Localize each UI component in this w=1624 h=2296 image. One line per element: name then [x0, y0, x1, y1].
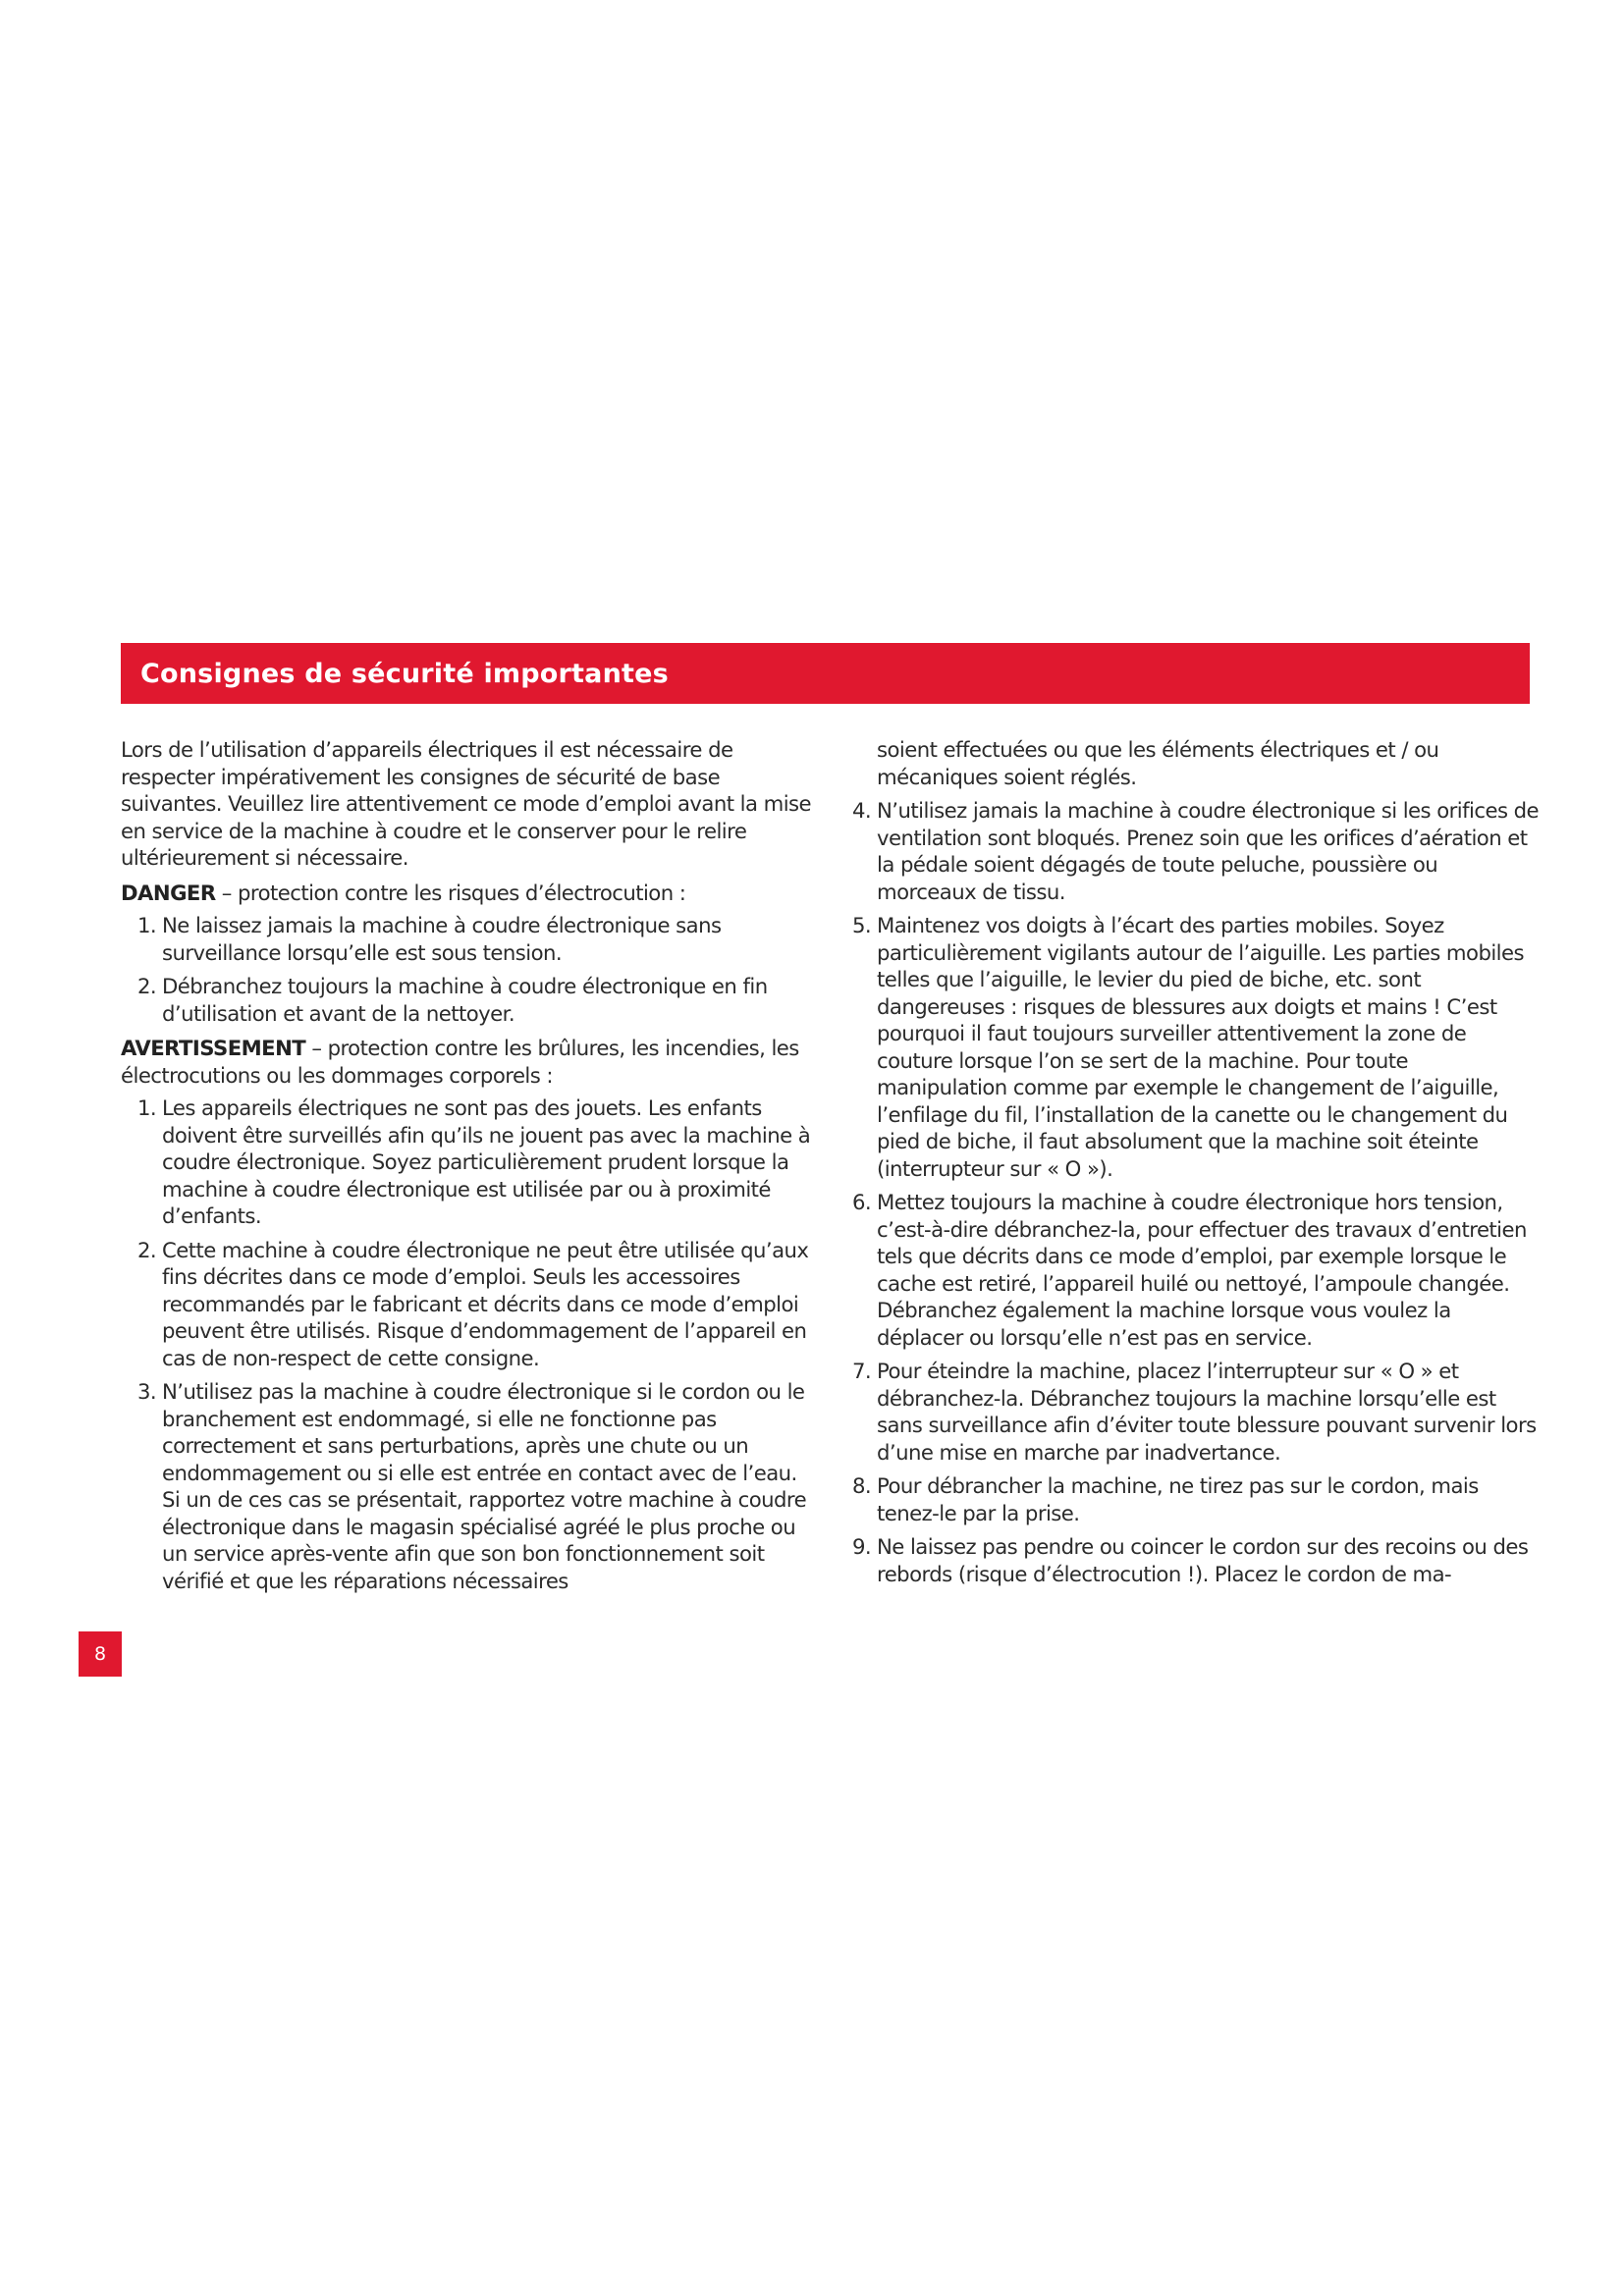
warning-list-continued: [852, 797, 1540, 1587]
item-text: Pour débrancher la machine, ne tirez pas sur le cordon, mais tenez-le par la prise.: [877, 1473, 1479, 1525]
list-item: [852, 1472, 1540, 1526]
item-text: Ne laissez jamais la machine à coudre électronique sans surveillance lorsqu’elle est sous tension.: [162, 913, 722, 965]
left-column: [121, 736, 818, 1602]
item-number: 3.: [137, 1379, 157, 1404]
list-item: [121, 912, 818, 966]
danger-list: [121, 912, 818, 1027]
warning-list: [121, 1095, 818, 1594]
list-item: [852, 1189, 1540, 1351]
list-item: [852, 1358, 1540, 1466]
item-number: 8.: [852, 1473, 872, 1498]
item-number: 1.: [137, 913, 157, 937]
danger-heading: [121, 880, 818, 907]
danger-text: – protection contre les risques d’électrocution :: [215, 880, 686, 905]
list-item: [121, 1095, 818, 1230]
list-item: [852, 797, 1540, 905]
list-item: [852, 912, 1540, 1182]
item-text: Cette machine à coudre électronique ne peut être utilisée qu’aux fins décrites dans ce mode d’emploi. Seuls les accessoires recommandés par le fabricant et décrits dans ce mode d’emploi peuvent être utilisés. Risque d’endommagement de l’appareil en cas de non-respect de cette consigne.: [162, 1237, 809, 1370]
item-text: N’utilisez jamais la machine à coudre électronique si les orifices de ventilation sont bloqués. Prenez soin que les orifices d’aération et la pédale soient dégagés de toute peluche, poussière ou morceaux de tissu.: [877, 798, 1540, 904]
item-number: 4.: [852, 798, 872, 823]
list-item: [852, 1533, 1540, 1587]
section-banner: [121, 643, 1530, 704]
warning-text: – protection contre les brûlures, les incendies, les électrocutions ou les dommages corporels :: [121, 1036, 799, 1088]
section-title: Consignes de sécurité importantes: [140, 658, 669, 689]
item-text: Maintenez vos doigts à l’écart des parties mobiles. Soyez particulièrement vigilants autour de l’aiguille. Les parties mobiles telles que l’aiguille, le levier du pied de biche, etc. sont dangereuses : risques de blessures aux doigts et mains ! C’est pourquoi il faut toujours surveiller attentivement la zone de couture lorsque l’on se sert de la machine. Pour toute manipulation comme par exemple le changement de l’aiguille, l’enfilage du fil, l’installation de la canette ou le changement du pied de biche, il faut absolument que la machine soit éteinte (interrupteur sur « O »).: [877, 913, 1524, 1181]
item-number: 2.: [137, 1237, 157, 1262]
item-text: N’utilisez pas la machine à coudre électronique si le cordon ou le branchement est endommagé, si elle ne fonctionne pas correctement et sans perturbations, après une chute ou un endommagement ou si elle est entrée en contact avec de l’eau. Si un de ces cas se présentait, rapportez votre machine à coudre électronique dans le magasin spécialisé agréé le plus proche ou un service après-vente afin que son bon fonctionnement soit vérifié et que les réparations nécessaires: [162, 1379, 807, 1593]
list-item: [121, 1378, 818, 1594]
continuation-text: soient effectuées ou que les éléments électriques et / ou mécaniques soient réglés.: [877, 737, 1439, 789]
page-number: 8: [93, 1643, 107, 1665]
item-number: 1.: [137, 1095, 157, 1120]
item-text: Mettez toujours la machine à coudre électronique hors tension, c’est-à-dire débranchez-la, pour effectuer des travaux d’entretien tels que décrits dans ce mode d’emploi, par exemple lorsque le cache est retiré, l’appareil huilé ou nettoyé, l’ampoule changée. Débranchez également la machine lorsque vous voulez la déplacer ou lorsqu’elle n’est pas en service.: [877, 1190, 1527, 1350]
item-text: Débranchez toujours la machine à coudre électronique en fin d’utilisation et avant de la nettoyer.: [162, 974, 768, 1026]
danger-label: DANGER: [121, 880, 216, 905]
intro-paragraph: Lors de l’utilisation d’appareils électriques il est nécessaire de respecter impérativement les consignes de sécurité de base suivantes. Veuillez lire attentivement ce mode d’emploi avant la mise en service de la machine à coudre et le conserver pour le relire ultérieurement si nécessaire.: [121, 737, 812, 870]
list-item: [121, 1237, 818, 1372]
item-number: 6.: [852, 1190, 872, 1214]
item-number: 2.: [137, 974, 157, 998]
item-text: Ne laissez pas pendre ou coincer le cordon sur des recoins ou des rebords (risque d’électrocution !). Placez le cordon de ma-: [877, 1534, 1529, 1586]
list-item: [121, 973, 818, 1027]
right-column: [852, 736, 1540, 1595]
warning-label: AVERTISSEMENT: [121, 1036, 306, 1060]
warning-heading: [121, 1035, 818, 1089]
item-text: Pour éteindre la machine, placez l’interrupteur sur « O » et débranchez-la. Débranchez toujours la machine lorsqu’elle est sans surveillance afin d’éviter toute blessure pouvant survenir lors d’une mise en marche par inadvertance.: [877, 1359, 1537, 1465]
item-number: 5.: [852, 913, 872, 937]
item-number: 9.: [852, 1534, 872, 1559]
page-number-badge: [79, 1631, 122, 1677]
item-number: 7.: [852, 1359, 872, 1383]
item-text: Les appareils électriques ne sont pas des jouets. Les enfants doivent être surveillés afin qu’ils ne jouent pas avec la machine à coudre électronique. Soyez particulièrement prudent lorsque la machine à coudre électronique est utilisée par ou à proximité d’enfants.: [162, 1095, 811, 1228]
